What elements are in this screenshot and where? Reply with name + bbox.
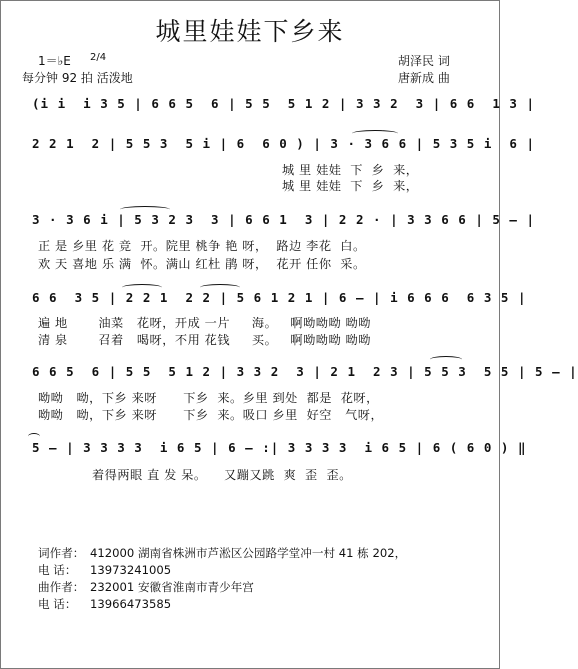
- key-signature: 1＝♭E: [38, 54, 71, 68]
- lyric-line: 城 里 娃娃 下 乡 来，: [282, 179, 419, 193]
- lyric-line: 遍 地 油菜 花呀，开成 一片 海。 啊呦呦呦 呦呦: [38, 316, 371, 330]
- lyric-line: 城 里 娃娃 下 乡 来，: [282, 163, 419, 177]
- credit-line: [38, 596, 171, 612]
- lyric-line: 呦呦 呦，下乡 来呀 下乡 来。乡里 到处 都是 花呀，: [38, 391, 379, 405]
- score-line-4: 6 6 3 5 | 2 2 1 2 2 | 5 6 1 2 1 | 6 — | i 6 6 6 6 3 5 |: [32, 290, 527, 305]
- lyric-line: 正 是 乡里 花 竞 开。院里 桃争 艳 呀， 路边 李花 白。: [38, 239, 366, 253]
- credit-value: 412000 湖南省株洲市芦淞区公园路学堂冲一村 41 栋 202，: [90, 546, 407, 560]
- score-line-3: 3 · 3 6 i | 5 3 2 3 3 | 6 6 1 3 | 2 2 · | 3 3 6 6 | 5 — |: [32, 212, 536, 227]
- lyric-line: 清 泉 召着 喝呀，不用 花钱 买。 啊呦呦呦 呦呦: [38, 333, 371, 347]
- credit-line: [38, 545, 406, 561]
- credit-line: [38, 562, 171, 578]
- credit-line: [38, 579, 254, 595]
- slur-mark: [120, 206, 170, 213]
- tempo-marking: 每分钟 92 拍 活泼地: [22, 71, 133, 85]
- score-line-2: 2 2 1 2 | 5 5 3 5 i | 6 6 0 ) | 3 · 3 6 6 | 5 3 5 i 6 |: [32, 136, 536, 151]
- credit-value: 13966473585: [90, 597, 172, 611]
- slur-mark: [352, 130, 398, 137]
- score-line-5: 6 6 5 6 | 5 5 5 1 2 | 3 3 2 3 | 2 1 2 3 | 5 5 3 5 5 | 5 — |: [32, 364, 578, 379]
- lyric-line: 欢 天 喜地 乐 满 怀。满山 红杜 鹃 呀， 花开 任你 采。: [38, 257, 366, 271]
- score-line-6: 5 — | 3 3 3 3 i 6 5 | 6 — :| 3 3 3 3 i 6 5 | 6 ( 6 0 ) ‖: [32, 440, 527, 455]
- slur-mark: [200, 284, 240, 291]
- lyricist-credit: 胡泽民 词: [398, 54, 450, 68]
- time-signature: 2/4: [90, 52, 107, 63]
- credit-label: 词作者：: [38, 546, 85, 560]
- lyric-line: 着得两眼 直 发 呆。 又蹦又跳 爽 歪 歪。: [92, 468, 352, 482]
- lyric-line: 呦呦 呦，下乡 来呀 下乡 来。吸口 乡里 好空 气呀，: [38, 408, 384, 422]
- credit-label: 电 话：: [38, 563, 77, 577]
- credit-label: 电 话：: [38, 597, 77, 611]
- slur-mark: [28, 433, 40, 440]
- song-title: 城里娃娃下乡来: [155, 17, 345, 46]
- slur-mark: [122, 284, 162, 291]
- slur-mark: [430, 356, 462, 363]
- credit-value: 232001 安徽省淮南市青少年宫: [90, 580, 254, 594]
- credit-label: 曲作者：: [38, 580, 85, 594]
- composer-credit: 唐新成 曲: [398, 71, 450, 85]
- score-line-1: (i i i 3 5 | 6 6 5 6 | 5 5 5 1 2 | 3 3 2 3 | 6 6 1 3 |: [32, 96, 536, 111]
- credit-value: 13973241005: [90, 563, 172, 577]
